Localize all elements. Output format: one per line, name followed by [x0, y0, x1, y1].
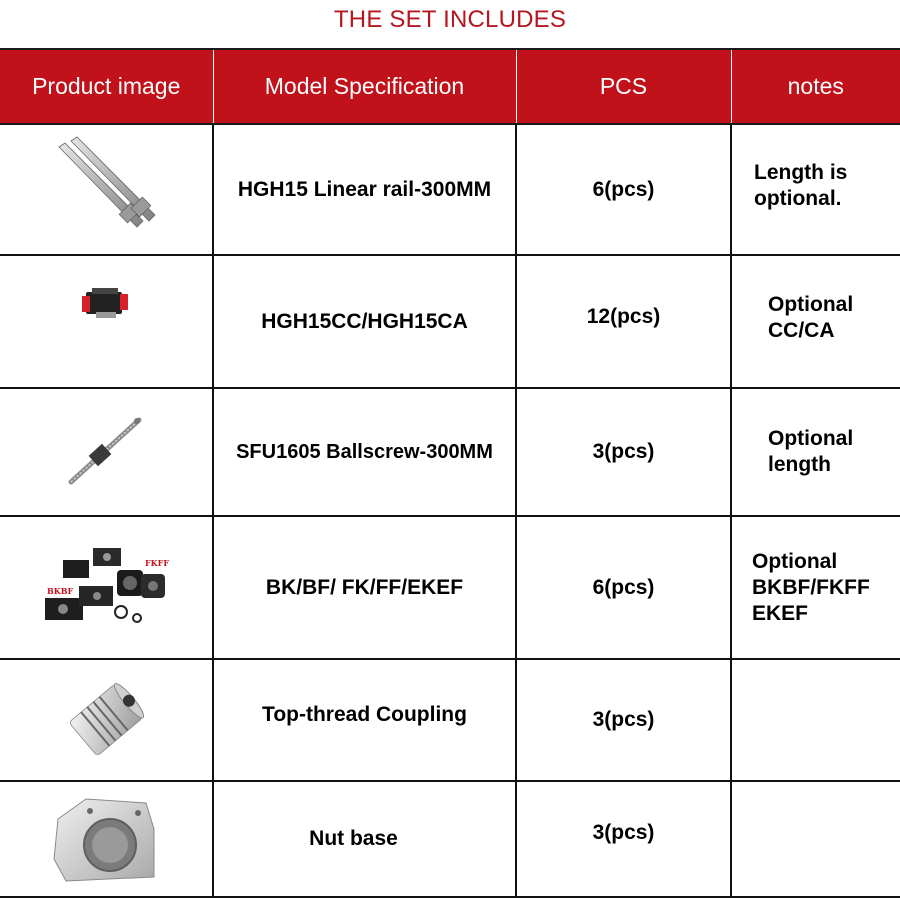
header-notes: notes	[731, 49, 900, 124]
product-image-cell	[0, 388, 213, 516]
notes-cell	[731, 255, 900, 388]
notes-cell	[731, 124, 900, 255]
notes-cell	[731, 659, 900, 781]
ballscrew-image	[61, 412, 151, 492]
product-image-cell	[0, 516, 213, 659]
product-image-cell	[0, 659, 213, 781]
notes-line: Optional	[752, 549, 838, 573]
linear-rail-image	[51, 135, 161, 245]
pcs-cell: 6(pcs)	[516, 516, 731, 659]
coupling-image	[56, 670, 156, 770]
notes-line: Optional	[768, 292, 854, 316]
notes-line: optional.	[754, 186, 842, 210]
model-cell: HGH15 Linear rail-300MM	[213, 124, 516, 255]
header-product-image: Product image	[0, 49, 213, 124]
model-cell: Top-thread Coupling	[213, 659, 516, 781]
carriage-block-image	[76, 272, 136, 342]
model-cell: SFU1605 Ballscrew-300MM	[213, 388, 516, 516]
header-row	[0, 49, 900, 124]
model-cell: HGH15CC/HGH15CA	[213, 255, 516, 388]
product-image-cell	[0, 255, 213, 388]
notes-cell	[731, 388, 900, 516]
table-row	[0, 659, 900, 781]
nut-base-image	[46, 789, 166, 889]
header-pcs: PCS	[516, 49, 731, 124]
notes-line: length	[768, 453, 831, 476]
notes-cell	[731, 516, 900, 659]
page-title: THE SET INCLUDES	[333, 6, 567, 33]
product-image-cell	[0, 124, 213, 255]
notes-line: Length is	[754, 160, 848, 184]
product-image-cell	[0, 781, 213, 897]
notes-line: EKEF	[752, 601, 809, 625]
bearing-support-image	[41, 538, 171, 638]
table-row	[0, 388, 900, 516]
notes-cell	[731, 781, 900, 897]
notes-line: CC/CA	[768, 318, 835, 342]
pcs-cell: 3(pcs)	[516, 781, 731, 897]
notes-line: BKBF/FKFF	[752, 575, 870, 599]
fkff-label: FKFF	[145, 557, 169, 568]
pcs-cell: 6(pcs)	[516, 124, 731, 255]
model-cell: BK/BF/ FK/FF/EKEF	[213, 516, 516, 659]
table-row	[0, 255, 900, 388]
spec-table	[0, 48, 900, 898]
header-model-spec: Model Specification	[213, 49, 516, 124]
table-row	[0, 781, 900, 897]
table-row	[0, 124, 900, 255]
pcs-cell: 3(pcs)	[516, 659, 731, 781]
notes-line: Optional	[768, 427, 854, 450]
bkbf-label: BKBF	[47, 585, 74, 596]
pcs-cell: 3(pcs)	[516, 388, 731, 516]
table-row	[0, 516, 900, 659]
model-cell: Nut base	[213, 781, 516, 897]
pcs-cell: 12(pcs)	[516, 255, 731, 388]
